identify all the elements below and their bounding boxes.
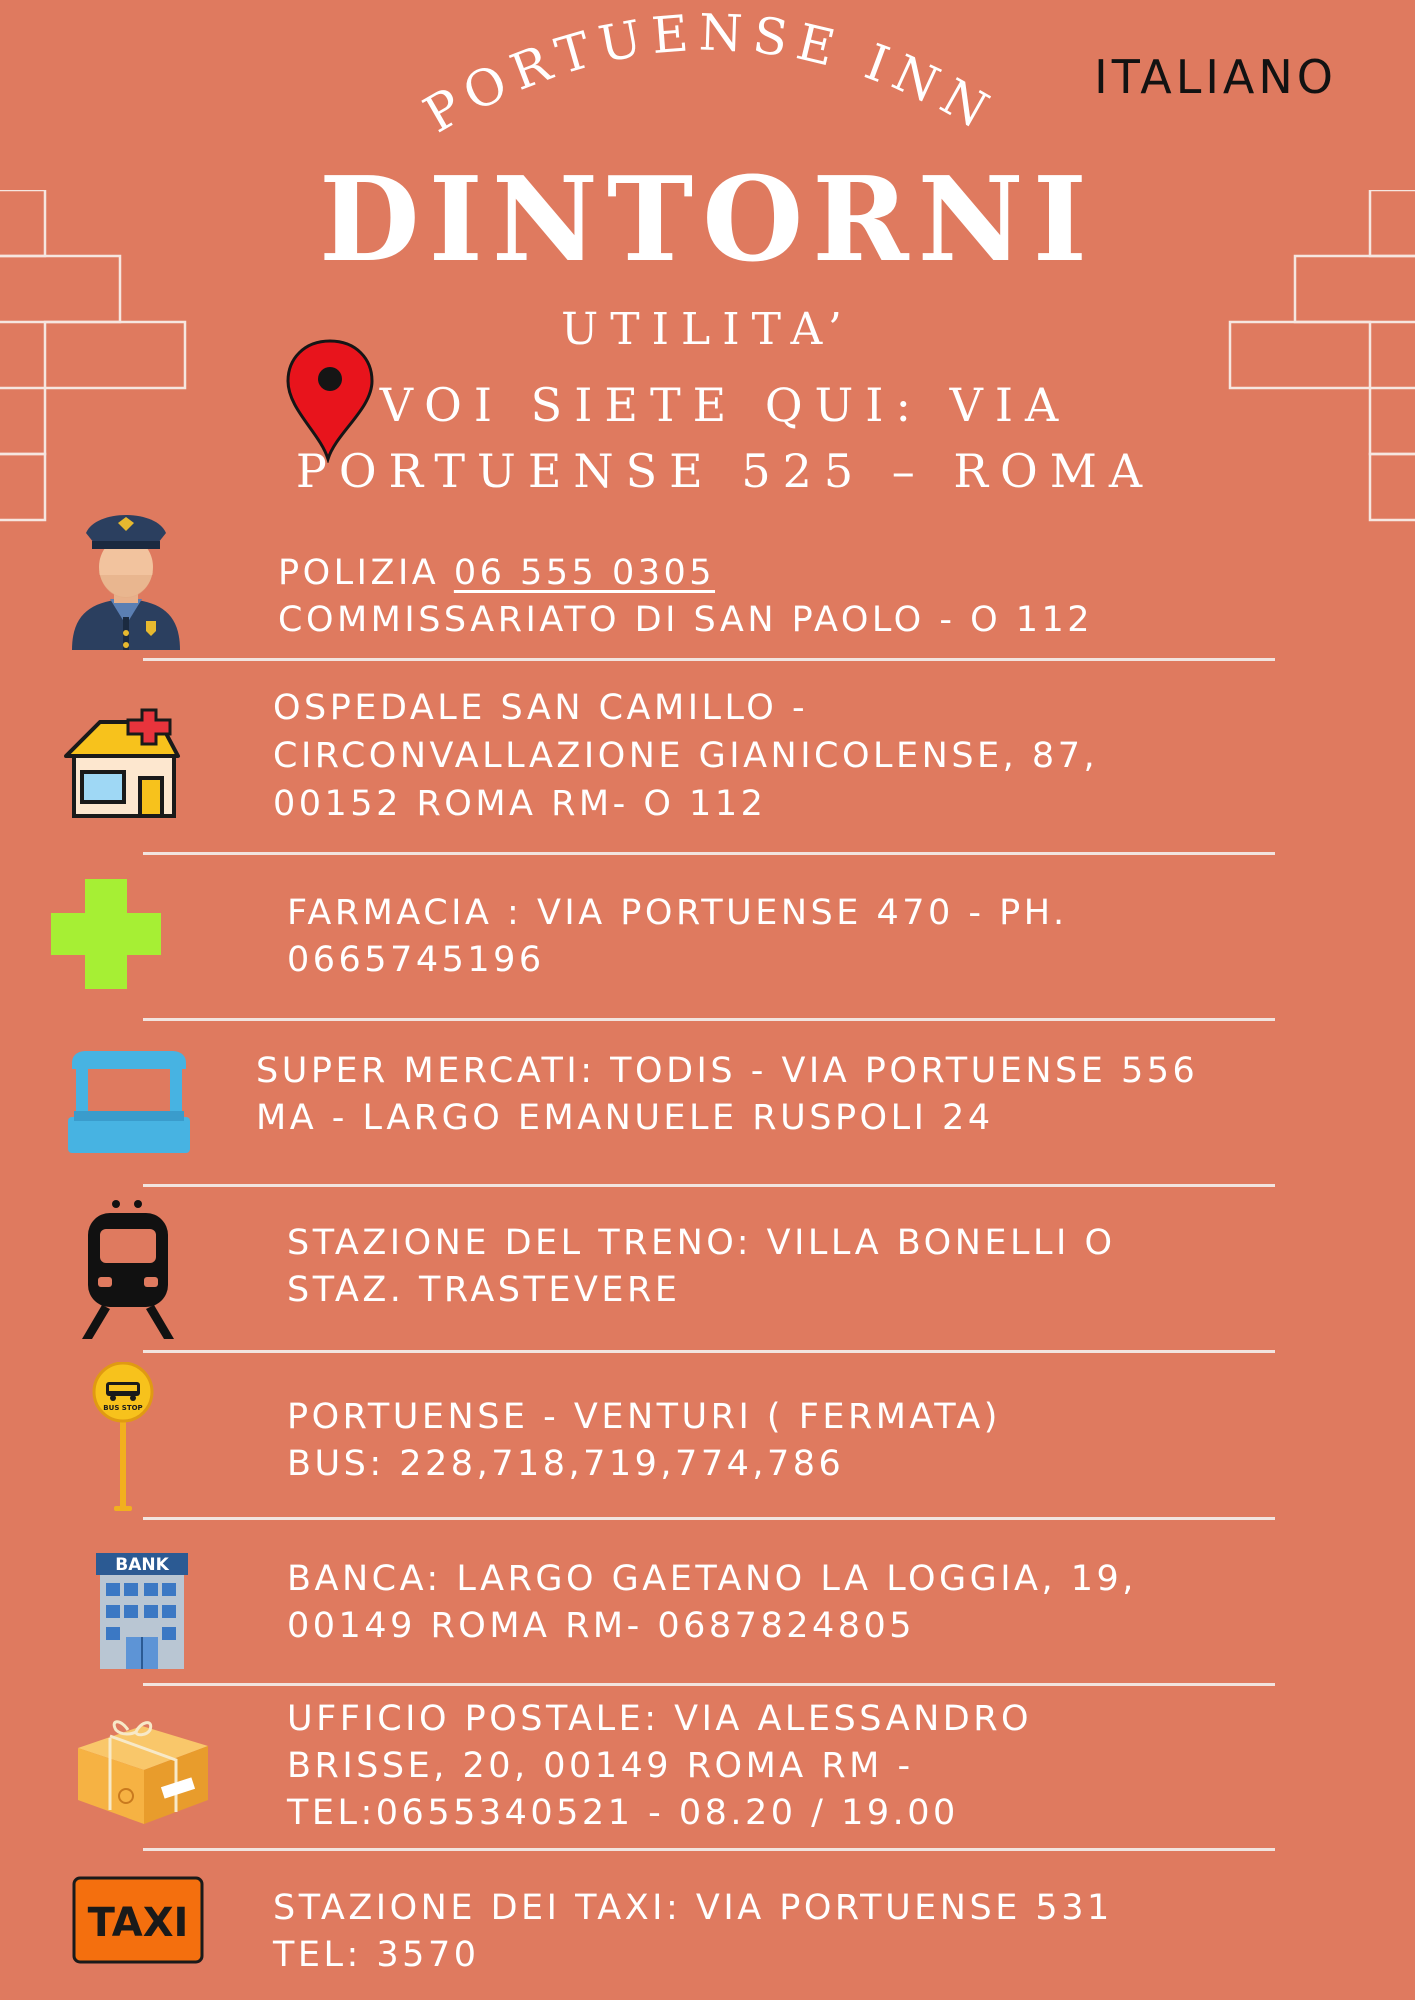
taxi-sign-text: TAXI bbox=[87, 1900, 189, 1946]
location-line1: VOI SIETE QUI: VIA bbox=[379, 378, 1071, 432]
train-icon bbox=[78, 1197, 178, 1342]
bus-line1: PORTUENSE - VENTURI ( FERMATA) bbox=[287, 1397, 1001, 1437]
page-title: DINTORNI bbox=[319, 152, 1096, 288]
polizia-line2: COMMISSARIATO DI SAN PAOLO - O 112 bbox=[278, 600, 1094, 640]
banca-text bbox=[287, 1556, 1137, 1650]
supermercati-line2: MA - LARGO EMANUELE RUSPOLI 24 bbox=[256, 1098, 994, 1138]
farmacia-line2: 0665745196 bbox=[287, 940, 545, 980]
treno-line2: STAZ. TRASTEVERE bbox=[287, 1270, 681, 1310]
ospedale-line3: 00152 ROMA RM- O 112 bbox=[273, 784, 767, 824]
treno-text bbox=[287, 1220, 1116, 1314]
bank-sign-text: BANK bbox=[115, 1555, 169, 1575]
polizia-phone-link[interactable]: 06 555 0305 bbox=[453, 553, 716, 593]
hospital-icon bbox=[60, 708, 185, 820]
supermercati-line1: SUPER MERCATI: TODIS - VIA PORTUENSE 556 bbox=[256, 1051, 1199, 1091]
bus-stop-icon bbox=[88, 1362, 158, 1512]
separator bbox=[143, 1683, 1275, 1686]
posta-line2: BRISSE, 20, 00149 ROMA RM - bbox=[287, 1746, 914, 1786]
bus-stop-sign-text: BUS STOP bbox=[103, 1404, 143, 1412]
separator bbox=[143, 1350, 1275, 1353]
bus-line2: BUS: 228,718,719,774,786 bbox=[287, 1444, 845, 1484]
banca-line2: 00149 ROMA RM- 0687824805 bbox=[287, 1606, 916, 1646]
location-line2: PORTUENSE 525 – ROMA bbox=[295, 444, 1155, 498]
ospedale-text bbox=[273, 684, 1098, 828]
separator bbox=[143, 1848, 1275, 1851]
taxi-line2: TEL: 3570 bbox=[273, 1935, 480, 1975]
pharmacy-cross-icon bbox=[45, 873, 167, 995]
parcel-box-icon bbox=[70, 1712, 215, 1827]
supermercati-text bbox=[256, 1048, 1198, 1142]
separator bbox=[143, 658, 1275, 661]
separator bbox=[143, 1517, 1275, 1520]
posta-line1: UFFICIO POSTALE: VIA ALESSANDRO bbox=[287, 1699, 1033, 1739]
separator bbox=[143, 1184, 1275, 1187]
language-label[interactable]: ITALIANO bbox=[1094, 50, 1337, 104]
posta-line3: TEL:0655340521 - 08.20 / 19.00 bbox=[287, 1793, 959, 1833]
taxi-sign-icon bbox=[72, 1876, 204, 1964]
brand-name: PORTUENSE INN bbox=[414, 10, 1006, 145]
bus-text bbox=[287, 1394, 1001, 1488]
banca-line1: BANCA: LARGO GAETANO LA LOGGIA, 19, bbox=[287, 1559, 1137, 1599]
brand-arc bbox=[380, 10, 1040, 170]
farmacia-line1: FARMACIA : VIA PORTUENSE 470 - PH. bbox=[287, 893, 1068, 933]
bank-icon bbox=[96, 1553, 188, 1669]
page-subtitle: UTILITA’ bbox=[561, 304, 854, 355]
treno-line1: STAZIONE DEL TRENO: VILLA BONELLI O bbox=[287, 1223, 1116, 1263]
polizia-text bbox=[278, 550, 1093, 644]
market-stall-icon bbox=[68, 1047, 190, 1153]
taxi-text bbox=[273, 1885, 1113, 1979]
separator bbox=[143, 1018, 1275, 1021]
farmacia-text bbox=[287, 890, 1068, 984]
you-are-here bbox=[290, 372, 1160, 504]
taxi-line1: STAZIONE DEI TAXI: VIA PORTUENSE 531 bbox=[273, 1888, 1113, 1928]
ospedale-line1: OSPEDALE SAN CAMILLO - bbox=[273, 688, 809, 728]
ospedale-line2: CIRCONVALLAZIONE GIANICOLENSE, 87, bbox=[273, 736, 1099, 776]
police-officer-icon bbox=[66, 505, 186, 650]
polizia-label: POLIZIA bbox=[278, 553, 454, 593]
posta-text bbox=[287, 1696, 1032, 1837]
separator bbox=[143, 852, 1275, 855]
